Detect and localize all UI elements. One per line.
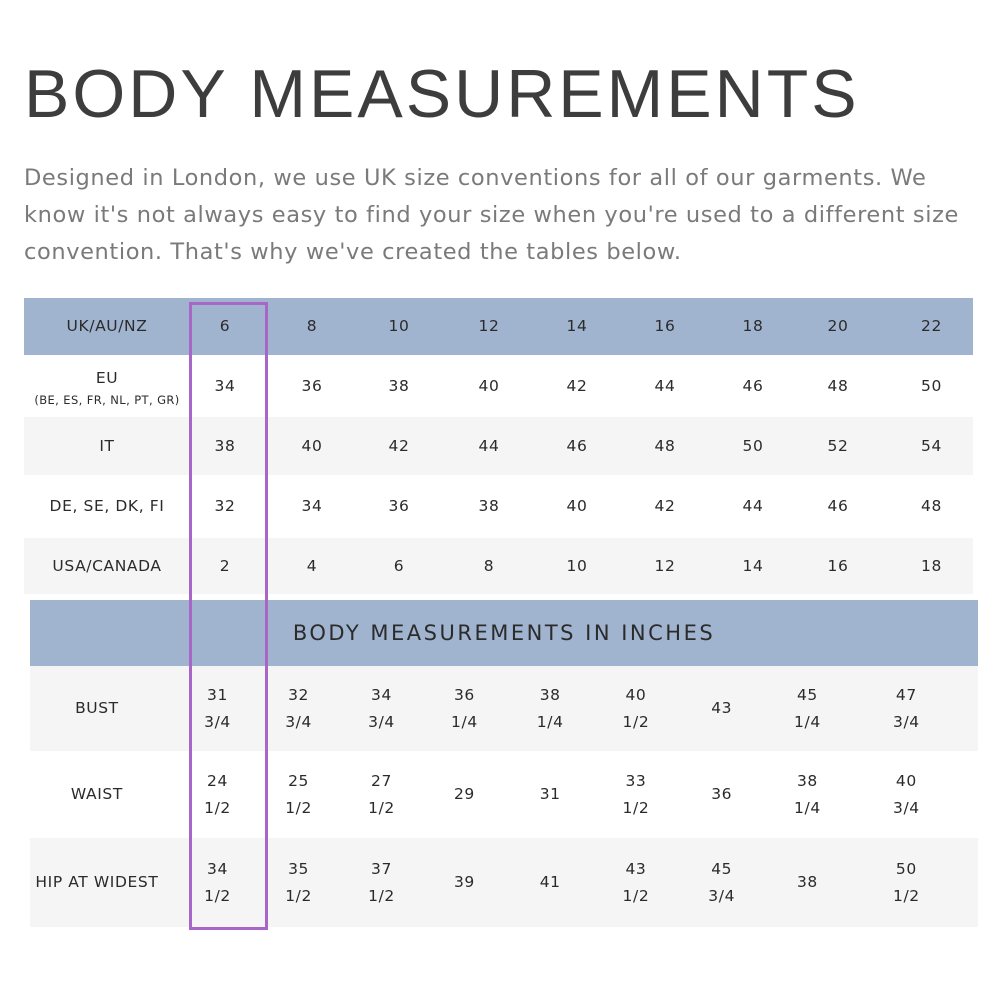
measurement-cell [164,666,271,751]
measurement-value [623,856,650,910]
size-value: 42 [388,436,410,455]
row-label [24,538,190,594]
size-cell [610,538,720,594]
measurement-value [797,869,818,896]
measurement-value [285,682,312,736]
measurement-cell [326,666,437,751]
measurement-fraction: 1/2 [285,886,312,905]
measurement-whole: 25 [288,771,310,790]
measurement-value [285,856,312,910]
measurement-fraction: 1/2 [892,886,920,905]
size-cell [544,475,610,538]
measurement-cell [437,838,492,927]
size-value: 46 [827,497,849,515]
row-label [24,298,190,355]
size-header-cell [786,298,890,355]
measurement-fraction: 1/4 [536,712,564,731]
measurement-whole: 50 [895,859,917,878]
size-cell [610,475,720,538]
size-value: 8 [306,317,318,335]
row-label-text: UK/AU/NZ [66,317,148,335]
size-cell [786,538,890,594]
size-cell [786,475,890,538]
measurement-cell [326,751,437,838]
measurement-value [368,856,395,910]
measurement-value [454,781,475,808]
size-cell [260,417,364,475]
size-header-cell [610,298,720,355]
measurement-cell [780,751,835,838]
measurement-cell [609,666,664,751]
measurement-value [204,856,231,910]
size-cell [544,538,610,594]
size-cell [190,475,260,538]
size-value: 18 [742,317,764,335]
measurement-fraction: 1/2 [285,798,312,817]
measurement-value [623,682,650,736]
size-value: 42 [566,376,588,395]
row-label-text: EU [95,368,119,387]
row-label [30,751,164,838]
size-cell [786,355,890,417]
size-cell [190,538,260,594]
size-header-cell [434,298,544,355]
inches-section-header: BODY MEASUREMENTS IN INCHES [30,600,978,666]
measurement-value [368,768,395,822]
size-cell [190,417,260,475]
size-value: 44 [478,436,500,455]
measurement-cell [835,751,978,838]
row-label-text: BUST [75,699,119,717]
measurement-value [368,682,395,736]
measurement-row [30,666,978,751]
measurement-fraction: 1/2 [622,798,650,817]
size-value: 12 [478,317,500,335]
size-value: 10 [388,317,410,335]
measurement-value [711,781,732,808]
measurement-cell [271,838,326,927]
size-value: 40 [301,436,323,455]
measurement-cell [164,751,271,838]
size-value: 18 [921,556,942,575]
measurement-whole: 40 [895,771,917,790]
size-header-cell [720,298,786,355]
size-value: 34 [214,376,236,395]
size-value: 8 [483,556,495,575]
size-value: 16 [827,556,849,575]
size-value: 52 [827,436,849,455]
measurement-value [285,768,312,822]
measurement-whole: 36 [453,685,475,704]
size-value: 48 [921,497,942,515]
measurement-fraction: 1/2 [622,886,650,905]
size-cell [890,355,973,417]
measurement-row [30,838,978,927]
measurement-whole: 43 [625,859,647,878]
size-row [24,475,973,538]
size-value: 32 [214,497,236,515]
measurement-whole: 36 [711,785,733,803]
measurement-value [893,856,920,910]
size-value: 42 [654,497,676,515]
row-label [30,666,164,751]
size-cell [434,417,544,475]
size-value: 20 [827,317,849,335]
size-value: 44 [742,497,764,515]
measurement-value [794,682,821,736]
measurement-cell [609,751,664,838]
measurement-value [454,869,475,896]
measurement-whole: 38 [539,685,561,704]
measurement-whole: 37 [371,859,392,878]
size-cell [434,538,544,594]
size-value: 2 [219,556,231,575]
size-value: 4 [306,556,318,575]
measurement-cell [271,751,326,838]
size-value: 50 [921,376,942,395]
measurement-whole: 29 [453,785,475,803]
measurement-fraction: 3/4 [368,712,395,731]
measurement-cell [663,838,780,927]
size-cell [720,538,786,594]
measurement-value [623,768,650,822]
measurement-whole: 32 [288,685,310,704]
measurement-whole: 31 [207,685,228,704]
size-cell [720,355,786,417]
size-cell [434,355,544,417]
size-cell [260,355,364,417]
size-row [24,355,973,417]
size-cell [890,538,973,594]
measurement-value [451,682,478,736]
size-header-cell [190,298,260,355]
measurement-value [204,768,231,822]
size-cell [364,475,434,538]
measurement-value [711,695,732,722]
size-header-cell [890,298,973,355]
size-value: 46 [566,436,588,455]
measurement-cell [437,666,492,751]
measurement-value [540,869,561,896]
size-value: 38 [214,436,236,455]
row-label-text: USA/CANADA [52,556,162,575]
measurement-whole: 45 [796,685,818,704]
measurement-whole: 45 [711,859,733,878]
measurement-fraction: 1/2 [368,886,395,905]
measurement-cell [663,666,780,751]
intro-paragraph: Designed in London, we use UK size conventions for all of our garments. We know it's not always easy to find your size when you're used to a different size convention. That's why we've created the tables below. [24,165,959,265]
size-value: 38 [478,497,500,515]
size-value: 40 [566,497,588,515]
size-value: 44 [654,376,676,395]
measurement-value [708,856,735,910]
measurement-whole: 31 [539,785,561,803]
measurement-value [794,768,821,822]
measurement-whole: 33 [625,771,647,790]
size-cell [720,475,786,538]
size-cell [720,417,786,475]
measurement-whole: 47 [895,685,917,704]
measurement-row [30,751,978,838]
row-label-text: HIP AT WIDEST [35,873,159,891]
measurement-fraction: 3/4 [892,712,920,731]
size-row [24,417,973,475]
size-value: 12 [654,556,676,575]
measurement-cell [437,751,492,838]
measurement-cell [780,666,835,751]
size-value: 6 [219,317,231,335]
size-cell [890,417,973,475]
measurement-value [204,682,231,736]
size-cell [364,417,434,475]
measurement-whole: 38 [796,873,818,891]
size-cell [260,538,364,594]
measurement-cell [271,666,326,751]
measurement-whole: 41 [539,873,561,891]
size-cell [610,355,720,417]
measurement-whole: 35 [288,859,310,878]
size-header-cell [544,298,610,355]
measurement-whole: 43 [711,699,733,717]
measurement-cell [780,838,835,927]
size-value: 48 [654,436,676,455]
measurement-value [540,781,561,808]
row-label [24,355,190,417]
size-value: 36 [388,497,410,515]
measurement-whole: 34 [371,685,392,704]
measurement-fraction: 1/2 [368,798,395,817]
measurement-value [537,682,564,736]
size-cell [260,475,364,538]
size-value: 40 [478,376,500,395]
measurement-cell [609,838,664,927]
measurement-cell [663,751,780,838]
size-row [24,538,973,594]
measurement-fraction: 3/4 [708,886,736,905]
row-label-text: DE, SE, DK, FI [49,497,165,515]
measurement-fraction: 3/4 [285,712,312,731]
size-value: 50 [742,436,764,455]
size-value: 22 [921,317,942,335]
page-title: BODY MEASUREMENTS [24,56,860,132]
size-value: 54 [921,436,942,455]
row-label-text: WAIST [70,785,123,803]
size-cell [190,355,260,417]
size-value: 14 [742,556,764,575]
size-header-cell [364,298,434,355]
measurement-cell [492,666,609,751]
size-header-row [24,298,973,355]
size-cell [364,538,434,594]
size-header-cell [260,298,364,355]
size-value: 34 [301,497,323,515]
size-cell [786,417,890,475]
size-cell [364,355,434,417]
size-value: 10 [566,556,588,575]
size-cell [544,355,610,417]
measurement-fraction: 3/4 [892,798,920,817]
size-value: 6 [393,556,405,575]
measurement-cell [835,666,978,751]
measurement-fraction: 1/2 [204,798,231,817]
measurement-fraction: 1/4 [794,798,821,817]
row-sublabel: (BE, ES, FR, NL, PT, GR) [34,392,180,407]
measurement-value [893,768,920,822]
measurement-fraction: 1/4 [794,712,821,731]
measurement-value [893,682,920,736]
row-label [24,417,190,475]
measurement-whole: 34 [207,859,228,878]
size-value: 46 [742,376,764,395]
size-cell [434,475,544,538]
row-label-text: IT [99,436,115,455]
measurement-whole: 38 [796,771,818,790]
size-value: 48 [827,376,849,395]
measurement-fraction: 1/2 [622,712,650,731]
measurement-cell [326,838,437,927]
measurement-fraction: 1/2 [204,886,231,905]
row-label [30,838,164,927]
size-cell [544,417,610,475]
measurement-whole: 39 [453,873,475,891]
size-cell [890,475,973,538]
size-value: 36 [301,376,323,395]
measurement-fraction: 1/4 [451,712,478,731]
measurement-whole: 24 [207,771,228,790]
measurement-whole: 40 [625,685,647,704]
measurement-cell [492,838,609,927]
size-value: 14 [566,317,588,335]
measurement-fraction: 3/4 [204,712,231,731]
measurement-cell [492,751,609,838]
measurement-cell [835,838,978,927]
size-value: 38 [388,376,410,395]
size-cell [610,417,720,475]
measurement-cell [164,838,271,927]
row-label [24,475,190,538]
measurement-whole: 27 [371,771,392,790]
size-value: 16 [654,317,676,335]
